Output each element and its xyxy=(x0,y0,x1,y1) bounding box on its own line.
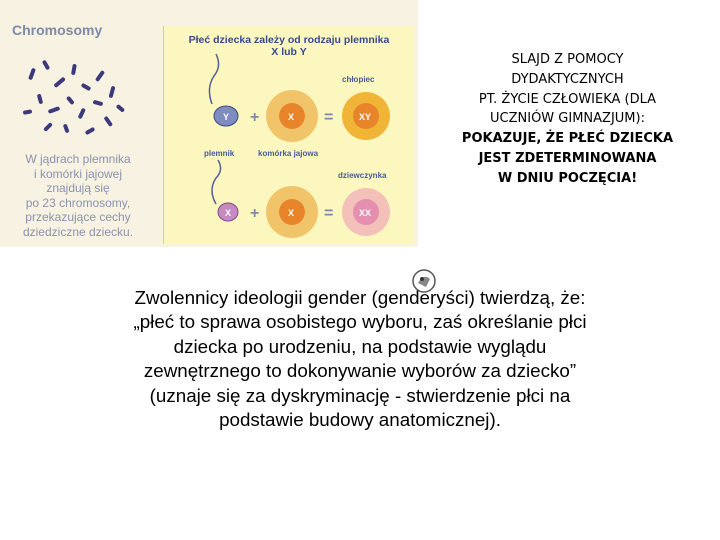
equals-sign: = xyxy=(324,109,334,126)
plus-sign: + xyxy=(250,205,260,222)
paragraph-line: podstawie budowy anatomicznej). xyxy=(219,409,501,431)
caption-line: przekazujące cechy xyxy=(25,210,131,225)
figure-title: Chromosomy xyxy=(12,22,103,38)
note-line: SLAJD Z POMOCY xyxy=(511,52,624,67)
paragraph-line: Zwolennicy ideologii gender (genderyści) twierdzą, że: xyxy=(134,287,586,308)
paragraph-line: (uznaje się za dyskryminację - stwierdzenie płci na xyxy=(149,384,571,406)
chromosome-micrograph xyxy=(10,46,142,146)
paragraph-line: „płeć to sprawa osobistego wyboru, zaś określanie płci xyxy=(133,311,587,333)
teaching-aid-note xyxy=(425,50,710,189)
caption-line: znajdują się xyxy=(46,181,110,196)
chromosome-xx-label: XX xyxy=(359,208,372,218)
paragraph-line: zewnętrznego to dokonywanie wyborów za dziecko” xyxy=(143,360,577,382)
note-bold-line: POKAZUJE, ŻE PŁEĆ DZIECKA xyxy=(461,131,674,147)
panel-title-line: X lub Y xyxy=(271,46,307,58)
chromosome-xy-label: XY xyxy=(359,112,372,122)
chromosome-illustration xyxy=(0,0,418,247)
chromosome-x-label: X xyxy=(225,208,232,218)
sex-determination-panel xyxy=(163,26,414,244)
sperm-y xyxy=(209,54,238,126)
label-boy: chłopiec xyxy=(342,75,375,84)
paragraph-line: dziecka po urodzeniu, na podstawie wyglądu xyxy=(173,335,547,357)
label-girl: dziewczynka xyxy=(338,171,387,180)
main-paragraph xyxy=(36,286,684,432)
caption-line: po 23 chromosomy, xyxy=(25,195,131,210)
note-line: PT. ŻYCIE CZŁOWIEKA (DLA xyxy=(478,91,657,107)
equals-sign: = xyxy=(324,205,334,222)
note-bold-line: W DNIU POCZĘCIA! xyxy=(497,170,638,186)
note-line: UCZNIÓW GIMNAZJUM): xyxy=(490,111,645,127)
chromosome-x-label: X xyxy=(288,208,295,218)
sex-diagram xyxy=(164,26,414,244)
chromosome-y-label: Y xyxy=(223,112,230,122)
result-girl xyxy=(342,188,390,236)
note-line: DYDAKTYCZNYCH xyxy=(511,71,624,87)
label-egg: komórka jajowa xyxy=(258,149,319,158)
figure-caption xyxy=(8,152,148,240)
egg-cell xyxy=(266,186,318,238)
plus-sign: + xyxy=(250,109,260,126)
note-bold-line: JEST ZDETERMINOWANA xyxy=(478,150,657,166)
caption-line: W jądrach plemnika xyxy=(25,152,131,166)
sperm-x xyxy=(212,160,238,221)
caption-line: i komórki jajowej xyxy=(33,166,123,181)
result-boy xyxy=(342,92,390,140)
label-sperm: plemnik xyxy=(204,149,235,158)
egg-cell xyxy=(266,90,318,142)
caption-line: dziedziczne dziecku. xyxy=(22,224,134,239)
panel-title-line: Płeć dziecka zależy od rodzaju plemnika xyxy=(188,34,390,46)
chromosome-x-label: X xyxy=(288,112,295,122)
